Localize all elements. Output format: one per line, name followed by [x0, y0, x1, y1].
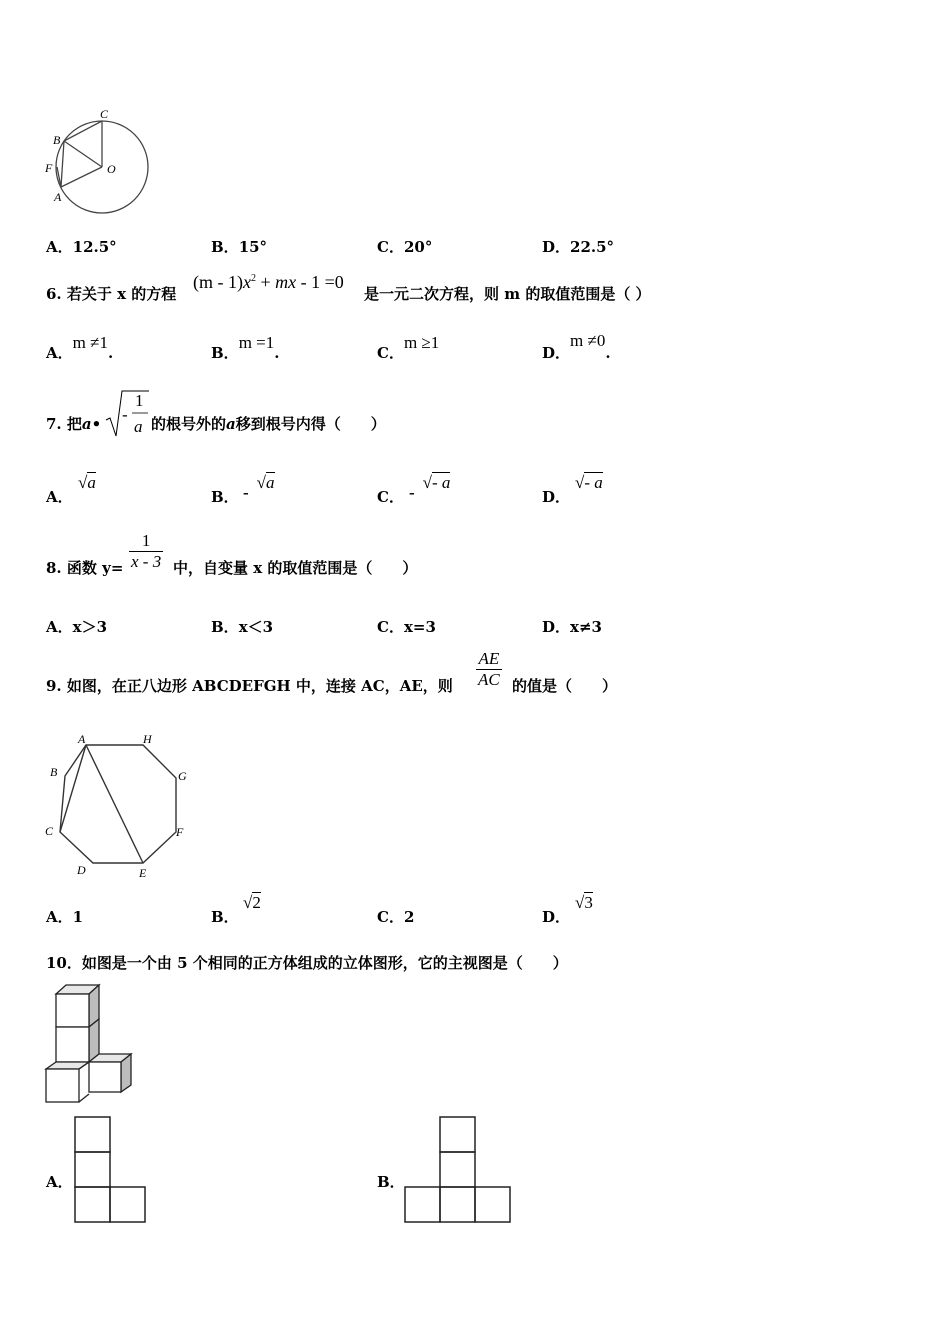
- q10-option-b-figure: [403, 1115, 513, 1225]
- q7-stem-suffix: 的根号外的a移到根号内得（ ）: [151, 415, 386, 433]
- label-h: H: [143, 732, 152, 746]
- label-c: C: [100, 107, 109, 121]
- q5-option-b[interactable]: B．15°: [211, 238, 268, 256]
- q8-option-d[interactable]: D．x≠3: [542, 618, 602, 636]
- q9-option-c[interactable]: C．2: [377, 908, 415, 926]
- q6-option-d[interactable]: D．m ≠0.: [542, 331, 611, 362]
- q5-option-a[interactable]: A．12.5°: [46, 238, 117, 256]
- q6-stem-suffix: 是一元二次方程，则 m 的取值范围是（ ）: [364, 285, 651, 303]
- q10-option-b[interactable]: B．: [377, 1173, 405, 1191]
- q7-option-b-math: -√a: [243, 473, 275, 502]
- cubes-figure: [44, 982, 139, 1104]
- q8-option-b[interactable]: B．x＜3: [211, 618, 274, 636]
- q7-option-c[interactable]: C．: [377, 488, 404, 506]
- q9-option-b[interactable]: B．: [211, 908, 239, 926]
- octagon-figure: [40, 728, 200, 883]
- q6-stem: 6. 若关于 x 的方程: [46, 285, 177, 303]
- q7-option-d-math: √- a: [575, 473, 603, 492]
- q9-fraction: $\frac{AE}{AC}$: [478, 649, 500, 689]
- q8-stem-suffix: 中，自变量 x 的取值范围是（ ）: [173, 559, 418, 577]
- q5-option-c[interactable]: C．20°: [377, 238, 433, 256]
- q7-stem: 7. 把a•: [46, 415, 102, 433]
- q6-equation: $(m - 1)x^2$ + mx - 1 =0: [193, 272, 344, 292]
- q9-option-d[interactable]: D．: [542, 908, 571, 926]
- q6-option-a[interactable]: A．m ≠1.: [46, 333, 114, 362]
- q5-option-d[interactable]: D．22.5°: [542, 238, 615, 256]
- label-b: B: [50, 765, 58, 779]
- q7-frac-num: 1: [135, 391, 144, 410]
- label-d: D: [77, 863, 86, 877]
- q7-rad-minus: -: [122, 405, 128, 424]
- q7-option-b[interactable]: B．: [211, 488, 239, 506]
- q8-option-c[interactable]: C．x=3: [377, 618, 436, 636]
- label-a: A: [78, 732, 86, 746]
- label-f: F: [176, 825, 184, 839]
- label-a: A: [54, 190, 62, 204]
- q8-fraction: $\frac{1}{x - 3}$: [131, 531, 162, 571]
- q6-option-b[interactable]: B．m =1.: [211, 333, 280, 362]
- q7-option-d[interactable]: D．: [542, 488, 571, 506]
- q6-option-c[interactable]: C．m ≥1: [377, 333, 440, 362]
- q7-option-a[interactable]: A．: [46, 488, 73, 506]
- q10-stem: 10．如图是一个由 5 个相同的正方体组成的立体图形，它的主视图是（ ）: [46, 954, 568, 972]
- label-f: F: [45, 161, 53, 175]
- q9-option-d-math: √3: [575, 893, 593, 912]
- q8-option-a[interactable]: A．x＞3: [46, 618, 108, 636]
- label-o: O: [107, 162, 116, 176]
- circle-figure: [40, 105, 160, 220]
- q7-frac-den: a: [134, 417, 143, 436]
- q9-stem-suffix: 的值是（ ）: [512, 677, 618, 695]
- q9-stem: 9. 如图，在正八边形 ABCDEFGH 中，连接 AC，AE，则: [46, 677, 453, 695]
- label-b: B: [53, 133, 61, 147]
- q10-option-a[interactable]: A．: [46, 1173, 73, 1191]
- q10-option-a-figure: [73, 1115, 148, 1225]
- q9-option-b-math: √2: [243, 893, 261, 912]
- q9-option-a[interactable]: A．1: [46, 908, 84, 926]
- q8-stem: 8. 函数 y=: [46, 559, 124, 577]
- label-e: E: [139, 866, 147, 880]
- label-c: C: [45, 824, 54, 838]
- q7-option-c-math: -√- a: [409, 473, 451, 502]
- q7-option-a-math: √a: [78, 473, 96, 492]
- label-g: G: [178, 769, 187, 783]
